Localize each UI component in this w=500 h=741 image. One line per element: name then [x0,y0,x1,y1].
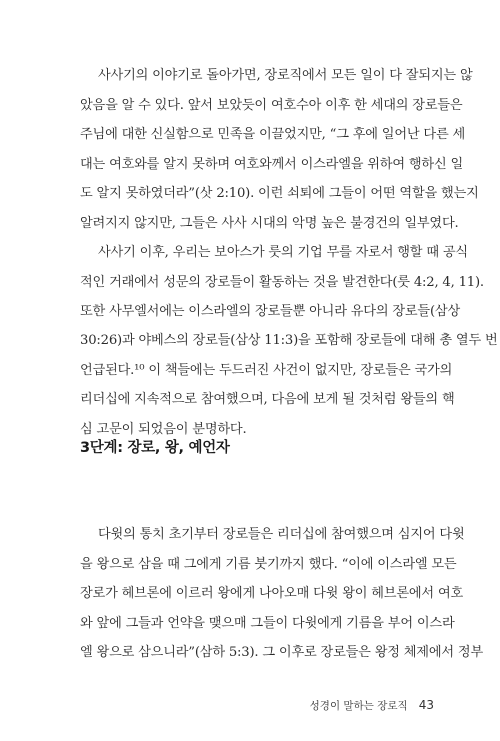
text-line: 사사기의 이야기로 돌아가면, 장로직에서 모든 일이 다 잘되지는 않 [98,68,473,83]
text-line: 엘 왕으로 삼으니라”(삼하 5:3). 그 이후로 장로들은 왕정 체제에서 정부 [80,645,483,660]
text-line: 30:26)과 야베스의 장로들(삼상 11:3)을 포함해 장로들에 대해 총 열두 번 [80,333,498,348]
text-line: 언급된다.¹⁰ 이 책들에는 두드러진 사건이 없지만, 장로들은 국가의 [80,363,453,378]
text-line: 주님에 대한 신실함으로 민족을 이끌었지만, “그 후에 일어난 다른 세 [80,127,466,142]
section-heading: 3단계: 장로, 왕, 예언자 [80,440,230,456]
text-line: 다윗의 통치 초기부터 장로들은 리더십에 참여했으며 심지어 다윗 [98,527,465,542]
page-number: 43 [418,698,434,712]
page-footer [310,694,434,713]
text-line: 또한 사무엘서에는 이스라엘의 장로들뿐 아니라 유다의 장로들(삼상 [80,304,460,319]
text-line: 을 왕으로 삼을 때 그에게 기름 붓기까지 했다. “이에 이스라엘 모든 [80,557,457,572]
text-line: 심 고문이 되었음이 분명하다. [80,422,247,437]
text-line: 와 앞에 그들과 언약을 맺으매 그들이 다윗에게 기름을 부어 이스라 [80,616,455,631]
text-line: 대는 여호와를 알지 못하며 여호와께서 이스라엘을 위하여 행하신 일 [80,157,464,172]
text-line: 알려지지 않지만, 그들은 사사 시대의 악명 높은 불경건의 일부였다. [80,216,459,231]
text-line: 도 알지 못하였더라”(삿 2:10). 이런 쇠퇴에 그들이 어떤 역할을 했는지 [80,186,479,201]
text-line: 았음을 알 수 있다. 앞서 보았듯이 여호수아 이후 한 세대의 장로들은 [80,98,463,113]
text-line: 리더십에 지속적으로 참여했으며, 다음에 보게 될 것처럼 왕들의 핵 [80,392,455,407]
text-line: 장로가 헤브론에 이르러 왕에게 나아오매 다윗 왕이 헤브론에서 여호 [80,586,464,601]
running-footer-title: 성경이 말하는 장로직 [309,700,408,712]
text-line: 사사기 이후, 우리는 보아스가 룻의 기업 무를 자로서 행할 때 공식 [98,245,468,260]
text-line: 적인 거래에서 성문의 장로들이 활동하는 것을 발견한다(룻 4:2, 4, 11). [80,275,484,290]
